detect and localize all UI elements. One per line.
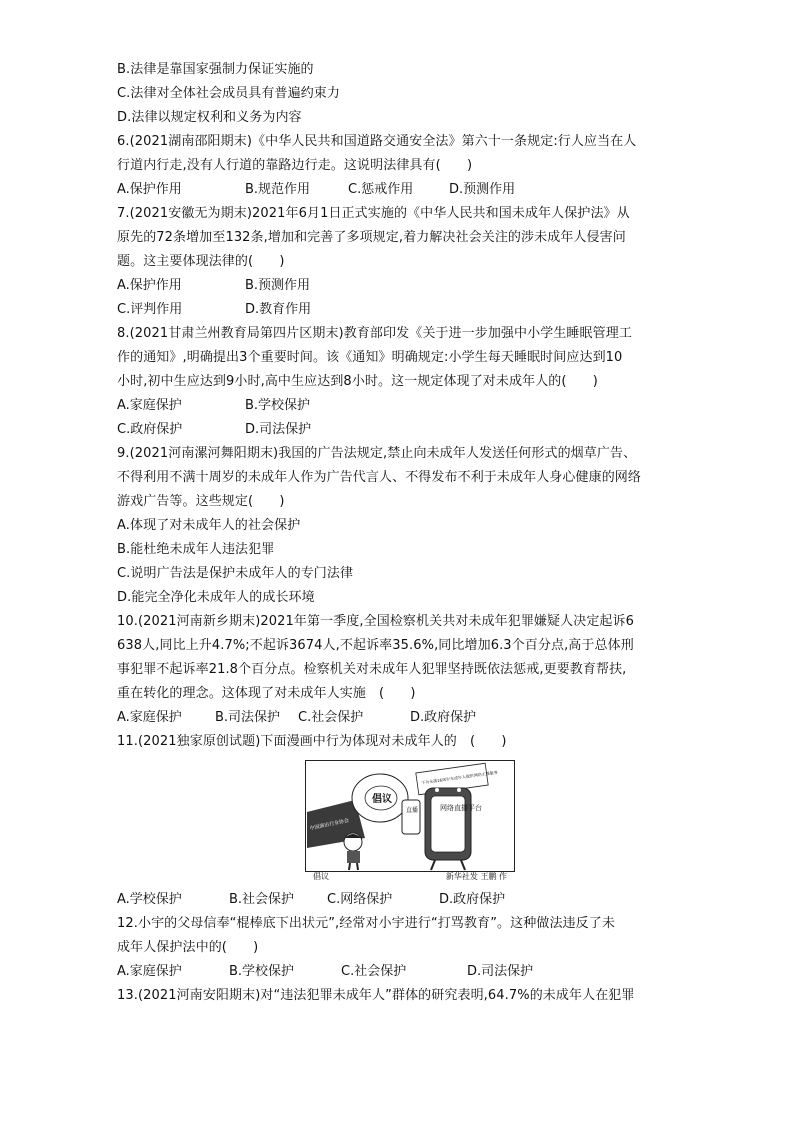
caption-right: 新华社发 王鹏 作 [445,872,507,881]
option-c: C.社会保护 [298,710,364,725]
question-12-options [117,960,682,984]
question-8-stem: 8.(2021甘肃兰州教育局第四片区期末)教育部印发《关于进一步加强中小学生睡眠管理工 [117,326,632,341]
question-10-stem: 638人,同比上升4.7%;不起诉3674人,不起诉率35.6%,同比增加6.3个百分点,高于总体刑 [117,638,634,653]
option-line: D.法律以规定权利和义务为内容 [117,110,302,125]
option-d: D.预测作用 [449,182,516,197]
notice-text: 不为未满16周岁未成年人提供网络主播服务 [420,769,498,786]
option-c: C.社会保护 [341,964,407,979]
option-b: B.学校保护 [229,964,295,979]
option-d: D.政府保护 [410,710,477,725]
option-a: A.保护作用 [117,278,182,293]
question-11-options [117,888,682,912]
question-6-options [117,178,682,202]
option-a: A.体现了对未成年人的社会保护 [117,518,301,533]
option-line: C.法律对全体社会成员具有普遍约束力 [117,86,341,101]
option-b: B.预测作用 [245,278,311,293]
question-7-options [117,274,682,298]
question-8-options [117,394,682,418]
option-a: A.学校保护 [117,892,182,907]
cartoon-figure [305,760,515,884]
question-12-stem: 12.小宇的父母信奉“棍棒底下出状元”,经常对小宇进行“打骂教育”。这种做法违反了未 [117,916,615,931]
option-b: B.规范作用 [245,182,311,197]
speech-text: 倡议 [372,794,392,805]
option-b: B.能杜绝未成年人违法犯罪 [117,542,275,557]
question-8-stem: 作的通知》,明确提出3个重要时间。该《通知》明确规定:小学生每天睡眠时间应达到10 [117,350,623,365]
option-c: C.网络保护 [327,892,393,907]
option-c: C.惩戒作用 [348,182,414,197]
option-d: D.政府保护 [439,892,506,907]
cartoon-caption [305,872,515,882]
question-12-stem: 成年人保护法中的( ) [117,940,259,955]
question-10-stem: 重在转化的理念。这体现了对未成年人实施 ( ) [117,686,416,701]
question-10-stem: 事犯罪不起诉率21.8个百分点。检察机关对未成年人犯罪坚持既依法惩戒,更要教育帮扶, [117,662,627,677]
question-8-options [117,418,682,442]
option-a: A.家庭保护 [117,398,182,413]
question-7-stem: 原先的72条增加至132条,增加和完善了多项规定,着力解决社会关注的涉未成年人侵害问 [117,230,626,245]
question-7-options [117,298,682,322]
question-6-stem: 6.(2021湖南邵阳期末)《中华人民共和国道路交通安全法》第六十一条规定:行人应当在人 [117,134,637,149]
option-c: C.说明广告法是保护未成年人的专门法律 [117,566,354,581]
option-a: A.保护作用 [117,182,182,197]
question-13-stem: 13.(2021河南安阳期末)对“违法犯罪未成年人”群体的研究表明,64.7%的未成年人在犯罪 [117,988,635,1003]
question-9-stem: 游戏广告等。这些规定( ) [117,494,285,509]
cartoon-drawing [305,760,515,872]
option-d: D.教育作用 [245,302,312,317]
org-label: 中国演出行业协会 [309,817,350,832]
child-body [347,851,360,863]
caption-left: 倡议 [313,872,329,881]
option-a: A.家庭保护 [117,710,182,725]
option-d: D.能完全净化未成年人的成长环境 [117,590,315,605]
question-9-stem: 不得利用不满十周岁的未成年人作为广告代言人、不得发布不利于未成年人身心健康的网络 [117,470,642,485]
platform-label: 网络直播平台 [440,804,482,812]
option-c: C.政府保护 [117,422,183,437]
question-8-stem: 小时,初中生应达到9小时,高中生应达到8小时。这一规定体现了对未成年人的( ) [117,374,598,389]
small-phone [402,800,420,834]
question-7-stem: 7.(2021安徽无为期末)2021年6月1日正式实施的《中华人民共和国未成年人保护法》从 [117,206,630,221]
worksheet-page [117,58,682,1008]
option-line: B.法律是靠国家强制力保证实施的 [117,62,314,77]
option-b: B.学校保护 [245,398,311,413]
question-6-stem: 行道内行走,没有人行道的靠路边行走。这说明法律具有( ) [117,158,473,173]
option-d: D.司法保护 [245,422,312,437]
question-10-stem: 10.(2021河南新乡期末)2021年第一季度,全国检察机关共对未成年犯罪嫌疑人决定起诉6 [117,614,634,629]
option-b: B.司法保护 [215,710,281,725]
question-7-stem: 题。这主要体现法律的( ) [117,254,285,269]
question-9-stem: 9.(2021河南漯河舞阳期末)我国的广告法规定,禁止向未成年人发送任何形式的烟草广告、 [117,446,637,461]
option-b: B.社会保护 [229,892,295,907]
option-a: A.家庭保护 [117,964,182,979]
question-10-options [117,706,682,730]
phone-top-label: 直播 [406,807,419,814]
question-11-stem: 11.(2021独家原创试题)下面漫画中行为体现对未成年人的 ( ) [117,734,507,749]
option-c: C.评判作用 [117,302,183,317]
option-d: D.司法保护 [467,964,534,979]
